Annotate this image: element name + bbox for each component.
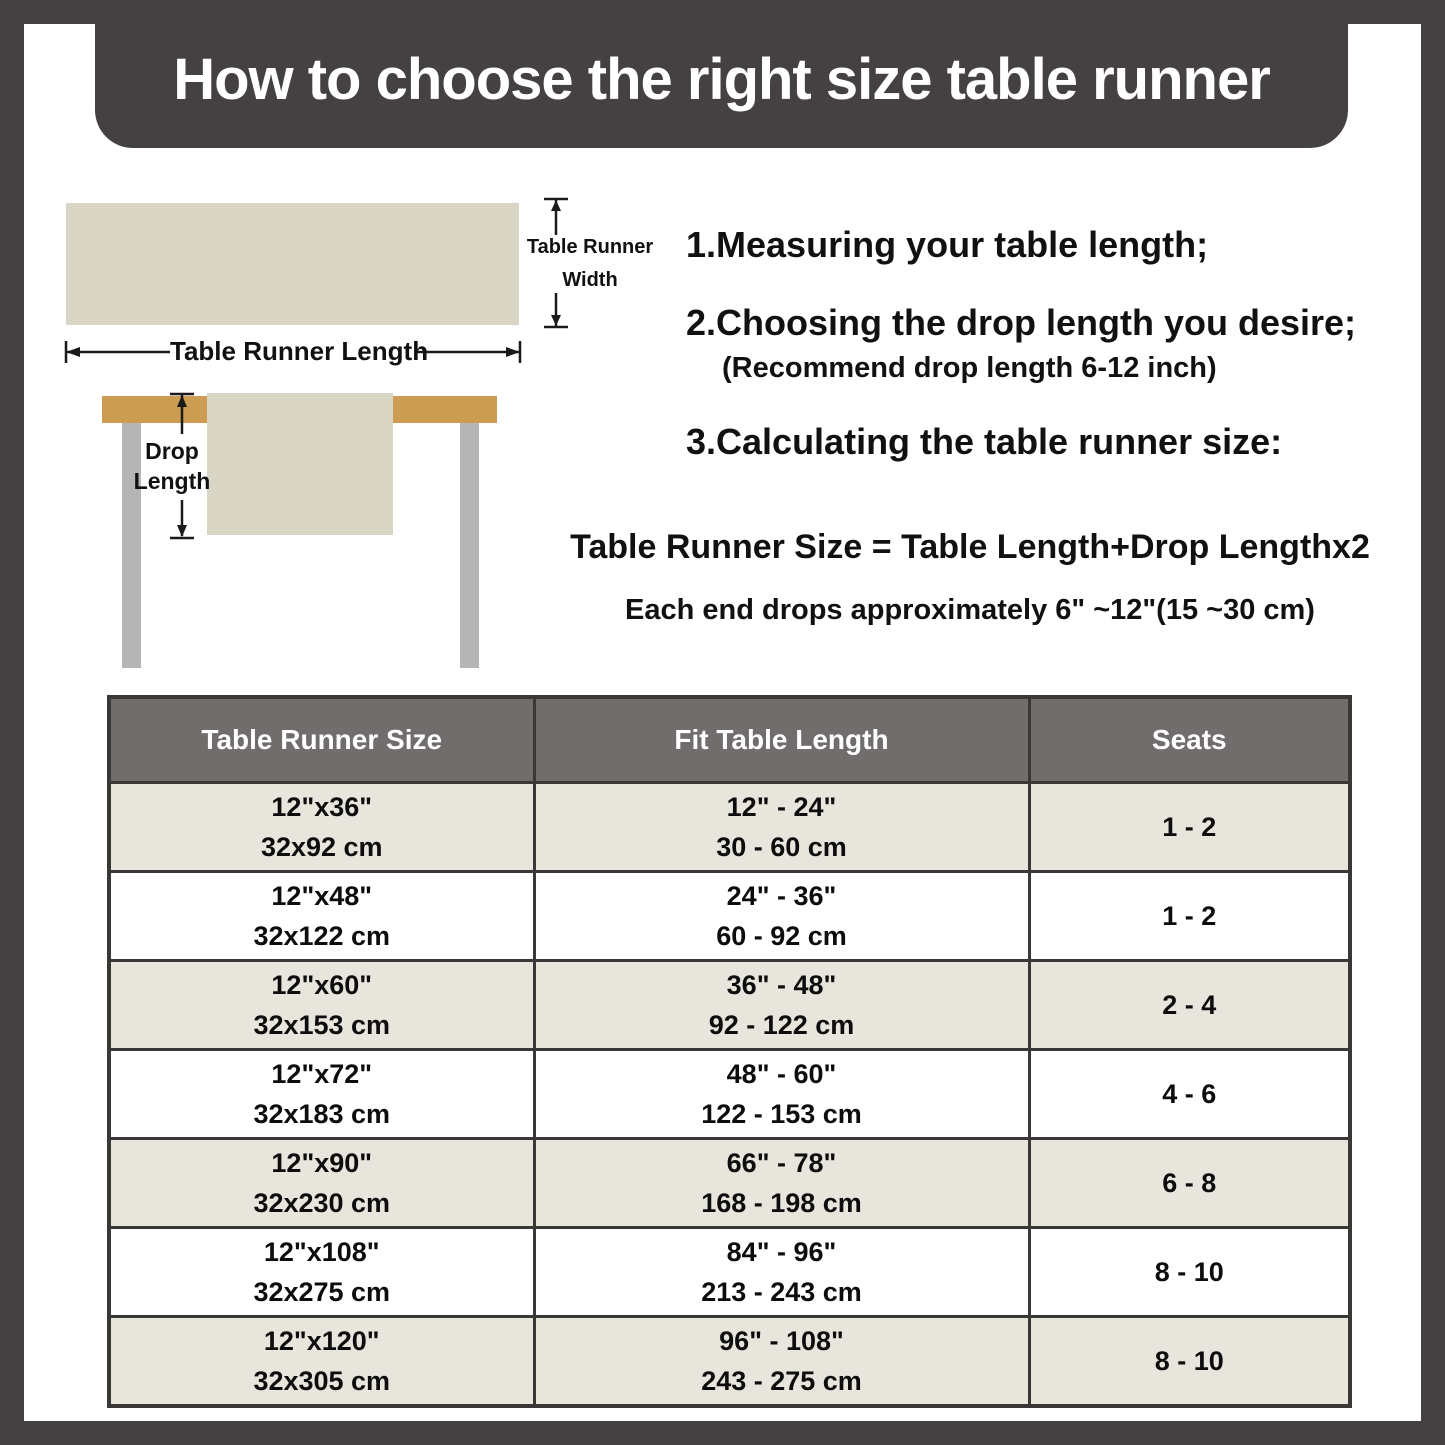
- table-row: [109, 1228, 1350, 1317]
- cell-size: 12"x72" 32x183 cm: [109, 1050, 534, 1139]
- runner-drape: [207, 393, 393, 535]
- instruction-step-1: 1.Measuring your table length;: [686, 224, 1209, 265]
- instruction-step-2-note: (Recommend drop length 6-12 inch): [722, 352, 1217, 384]
- cell-size: 12"x48" 32x122 cm: [109, 872, 534, 961]
- cell-seats: 2 - 4: [1029, 961, 1350, 1050]
- width-dimension-arrow-icon: [540, 197, 572, 329]
- cell-fit: 84" - 96" 213 - 243 cm: [534, 1228, 1029, 1317]
- header-banner: [95, 0, 1348, 148]
- instruction-step-2: 2.Choosing the drop length you desire;: [686, 302, 1357, 343]
- cell-size: 12"x60" 32x153 cm: [109, 961, 534, 1050]
- cell-fit: 12" - 24" 30 - 60 cm: [534, 783, 1029, 872]
- cell-seats: 1 - 2: [1029, 783, 1350, 872]
- cell-seats: 8 - 10: [1029, 1228, 1350, 1317]
- instruction-step-3: 3.Calculating the table runner size:: [686, 421, 1283, 462]
- cell-size: 12"x36" 32x92 cm: [109, 783, 534, 872]
- table-leg-right: [460, 423, 479, 668]
- runner-rectangle: [66, 203, 519, 325]
- column-header-runner-size: Table Runner Size: [109, 697, 534, 783]
- drop-approximation-note: Each end drops approximately 6" ~12"(15 ~30 cm): [625, 594, 1315, 626]
- width-label-line1: Table Runner: [526, 236, 654, 258]
- cell-size: 12"x120" 32x305 cm: [109, 1317, 534, 1407]
- cell-seats: 1 - 2: [1029, 872, 1350, 961]
- width-label-line2: Width: [562, 269, 618, 291]
- cell-seats: 6 - 8: [1029, 1139, 1350, 1228]
- drop-dimension-arrow-icon: [167, 392, 197, 540]
- cell-size: 12"x90" 32x230 cm: [109, 1139, 534, 1228]
- column-header-fit-length: Fit Table Length: [534, 697, 1029, 783]
- size-table: [107, 695, 1352, 1408]
- drop-label-line2: Length: [133, 468, 211, 494]
- cell-seats: 4 - 6: [1029, 1050, 1350, 1139]
- cell-fit: 96" - 108" 243 - 275 cm: [534, 1317, 1029, 1407]
- cell-seats: 8 - 10: [1029, 1317, 1350, 1407]
- table-row: [109, 872, 1350, 961]
- table-row: [109, 1317, 1350, 1407]
- column-header-seats: Seats: [1029, 697, 1350, 783]
- cell-fit: 48" - 60" 122 - 153 cm: [534, 1050, 1029, 1139]
- size-table-header-row: [109, 697, 1350, 783]
- cell-fit: 24" - 36" 60 - 92 cm: [534, 872, 1029, 961]
- length-label: Table Runner Length: [170, 336, 429, 366]
- table-row: [109, 783, 1350, 872]
- cell-size: 12"x108" 32x275 cm: [109, 1228, 534, 1317]
- cell-fit: 36" - 48" 92 - 122 cm: [534, 961, 1029, 1050]
- runner-size-formula: Table Runner Size = Table Length+Drop Lengthx2: [570, 528, 1370, 566]
- table-row: [109, 1050, 1350, 1139]
- cell-fit: 66" - 78" 168 - 198 cm: [534, 1139, 1029, 1228]
- table-row: [109, 961, 1350, 1050]
- page-title: How to choose the right size table runner: [173, 47, 1270, 112]
- drop-label-line1: Drop: [145, 438, 199, 464]
- table-row: [109, 1139, 1350, 1228]
